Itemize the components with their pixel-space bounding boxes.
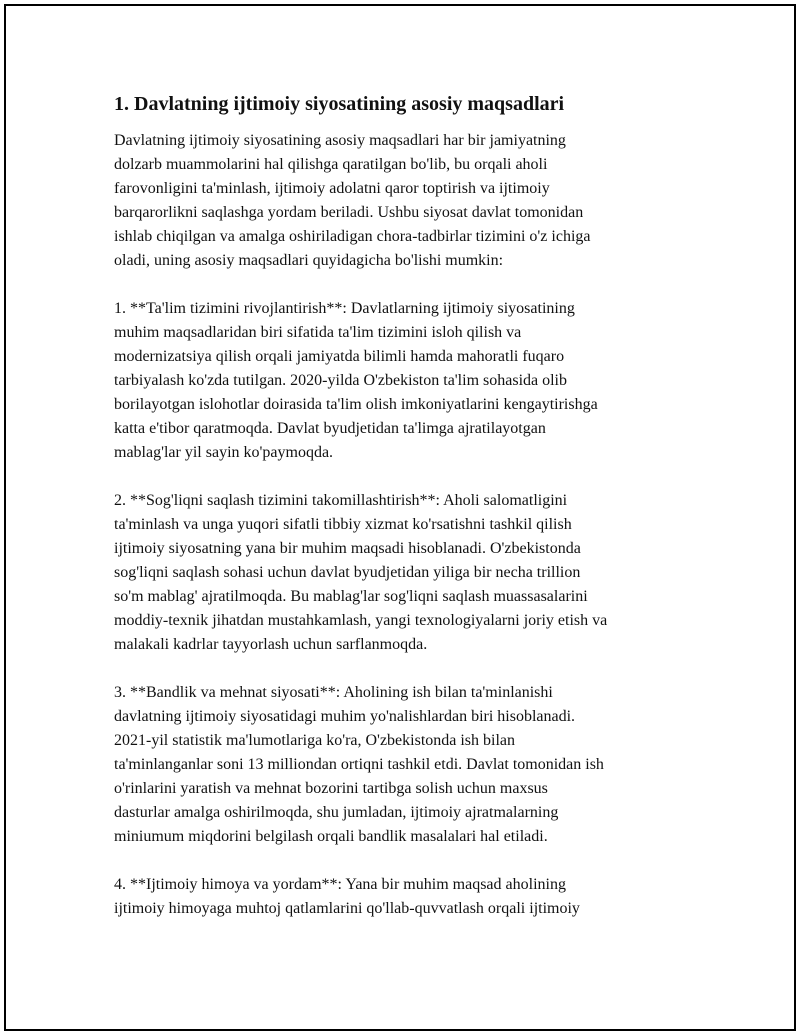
document-body <box>114 91 694 945</box>
text-line: tarbiyalash ko'zda tutilgan. 2020-yilda O'zbekiston ta'lim sohasida olib <box>114 372 567 389</box>
text-line: 2021-yil statistik ma'lumotlariga ko'ra, O'zbekistonda ish bilan <box>114 732 516 749</box>
text-line: 4. **Ijtimoiy himoya va yordam**: Yana bir muhim maqsad aholining <box>114 876 566 893</box>
text-line: ishlab chiqilgan va amalga oshiriladigan chora-tadbirlar tizimini o'z ichiga <box>114 228 591 245</box>
text-line: o'rinlarini yaratish va mehnat bozorini tartibga solish uchun maxsus <box>114 780 548 797</box>
text-line: so'm mablag' ajratilmoqda. Bu mablag'lar sog'liqni saqlash muassasalarini <box>114 588 588 605</box>
text-line: borilayotgan islohotlar doirasida ta'lim olish imkoniyatlarini kengaytirishga <box>114 396 598 413</box>
text-line: ta'minlash va unga yuqori sifatli tibbiy xizmat ko'rsatishni tashkil qilish <box>114 516 572 533</box>
intro-paragraph <box>114 129 694 273</box>
text-line: sog'liqni saqlash sohasi uchun davlat byudjetidan yiliga bir necha trillion <box>114 564 581 581</box>
item-health-paragraph <box>114 489 694 657</box>
text-line: malakali kadrlar tayyorlash uchun sarflanmoqda. <box>114 636 428 653</box>
text-line: dolzarb muammolarini hal qilishga qaratilgan bo'lib, bu orqali aholi <box>114 156 548 173</box>
text-line: davlatning ijtimoiy siyosatidagi muhim yo'nalishlardan biri hisoblanadi. <box>114 708 576 725</box>
text-line: farovonligini ta'minlash, ijtimoiy adolatni qaror toptirish va ijtimoiy <box>114 180 550 197</box>
text-line: dasturlar amalga oshirilmoqda, shu jumladan, ijtimoiy ajratmalarning <box>114 804 559 821</box>
text-line: ijtimoiy siyosatning yana bir muhim maqsadi hisoblanadi. O'zbekistonda <box>114 540 581 557</box>
text-line: Davlatning ijtimoiy siyosatining asosiy maqsadlari har bir jamiyatning <box>114 132 566 149</box>
item-employment-paragraph <box>114 681 694 849</box>
text-line: ta'minlanganlar soni 13 milliondan ortiqni tashkil etdi. Davlat tomonidan ish <box>114 756 604 773</box>
text-line: mablag'lar yil sayin ko'paymoqda. <box>114 444 334 461</box>
text-line: muhim maqsadlaridan biri sifatida ta'lim tizimini isloh qilish va <box>114 324 522 341</box>
text-line: moddiy-texnik jihatdan mustahkamlash, yangi texnologiyalarni joriy etish va <box>114 612 608 629</box>
section-heading: 1. Davlatning ijtimoiy siyosatining asosiy maqsadlari <box>114 93 565 115</box>
text-line: 3. **Bandlik va mehnat siyosati**: Aholining ish bilan ta'minlanishi <box>114 684 553 701</box>
text-line: barqarorlikni saqlashga yordam beriladi. Ushbu siyosat davlat tomonidan <box>114 204 584 221</box>
text-line: ijtimoiy himoyaga muhtoj qatlamlarini qo'llab-quvvatlash orqali ijtimoiy <box>114 900 580 917</box>
text-line: oladi, uning asosiy maqsadlari quyidagicha bo'lishi mumkin: <box>114 252 504 269</box>
item-social-protection-paragraph <box>114 873 694 921</box>
item-education-paragraph <box>114 297 694 465</box>
text-line: modernizatsiya qilish orqali jamiyatda bilimli hamda mahoratli fuqaro <box>114 348 565 365</box>
text-line: katta e'tibor qaratmoqda. Davlat byudjetidan ta'limga ajratilayotgan <box>114 420 546 437</box>
text-line: 2. **Sog'liqni saqlash tizimini takomillashtirish**: Aholi salomatligini <box>114 492 568 509</box>
text-line: 1. **Ta'lim tizimini rivojlantirish**: Davlatlarning ijtimoiy siyosatining <box>114 300 575 317</box>
text-line: miniumum miqdorini belgilash orqali bandlik masalalari hal etiladi. <box>114 828 548 845</box>
